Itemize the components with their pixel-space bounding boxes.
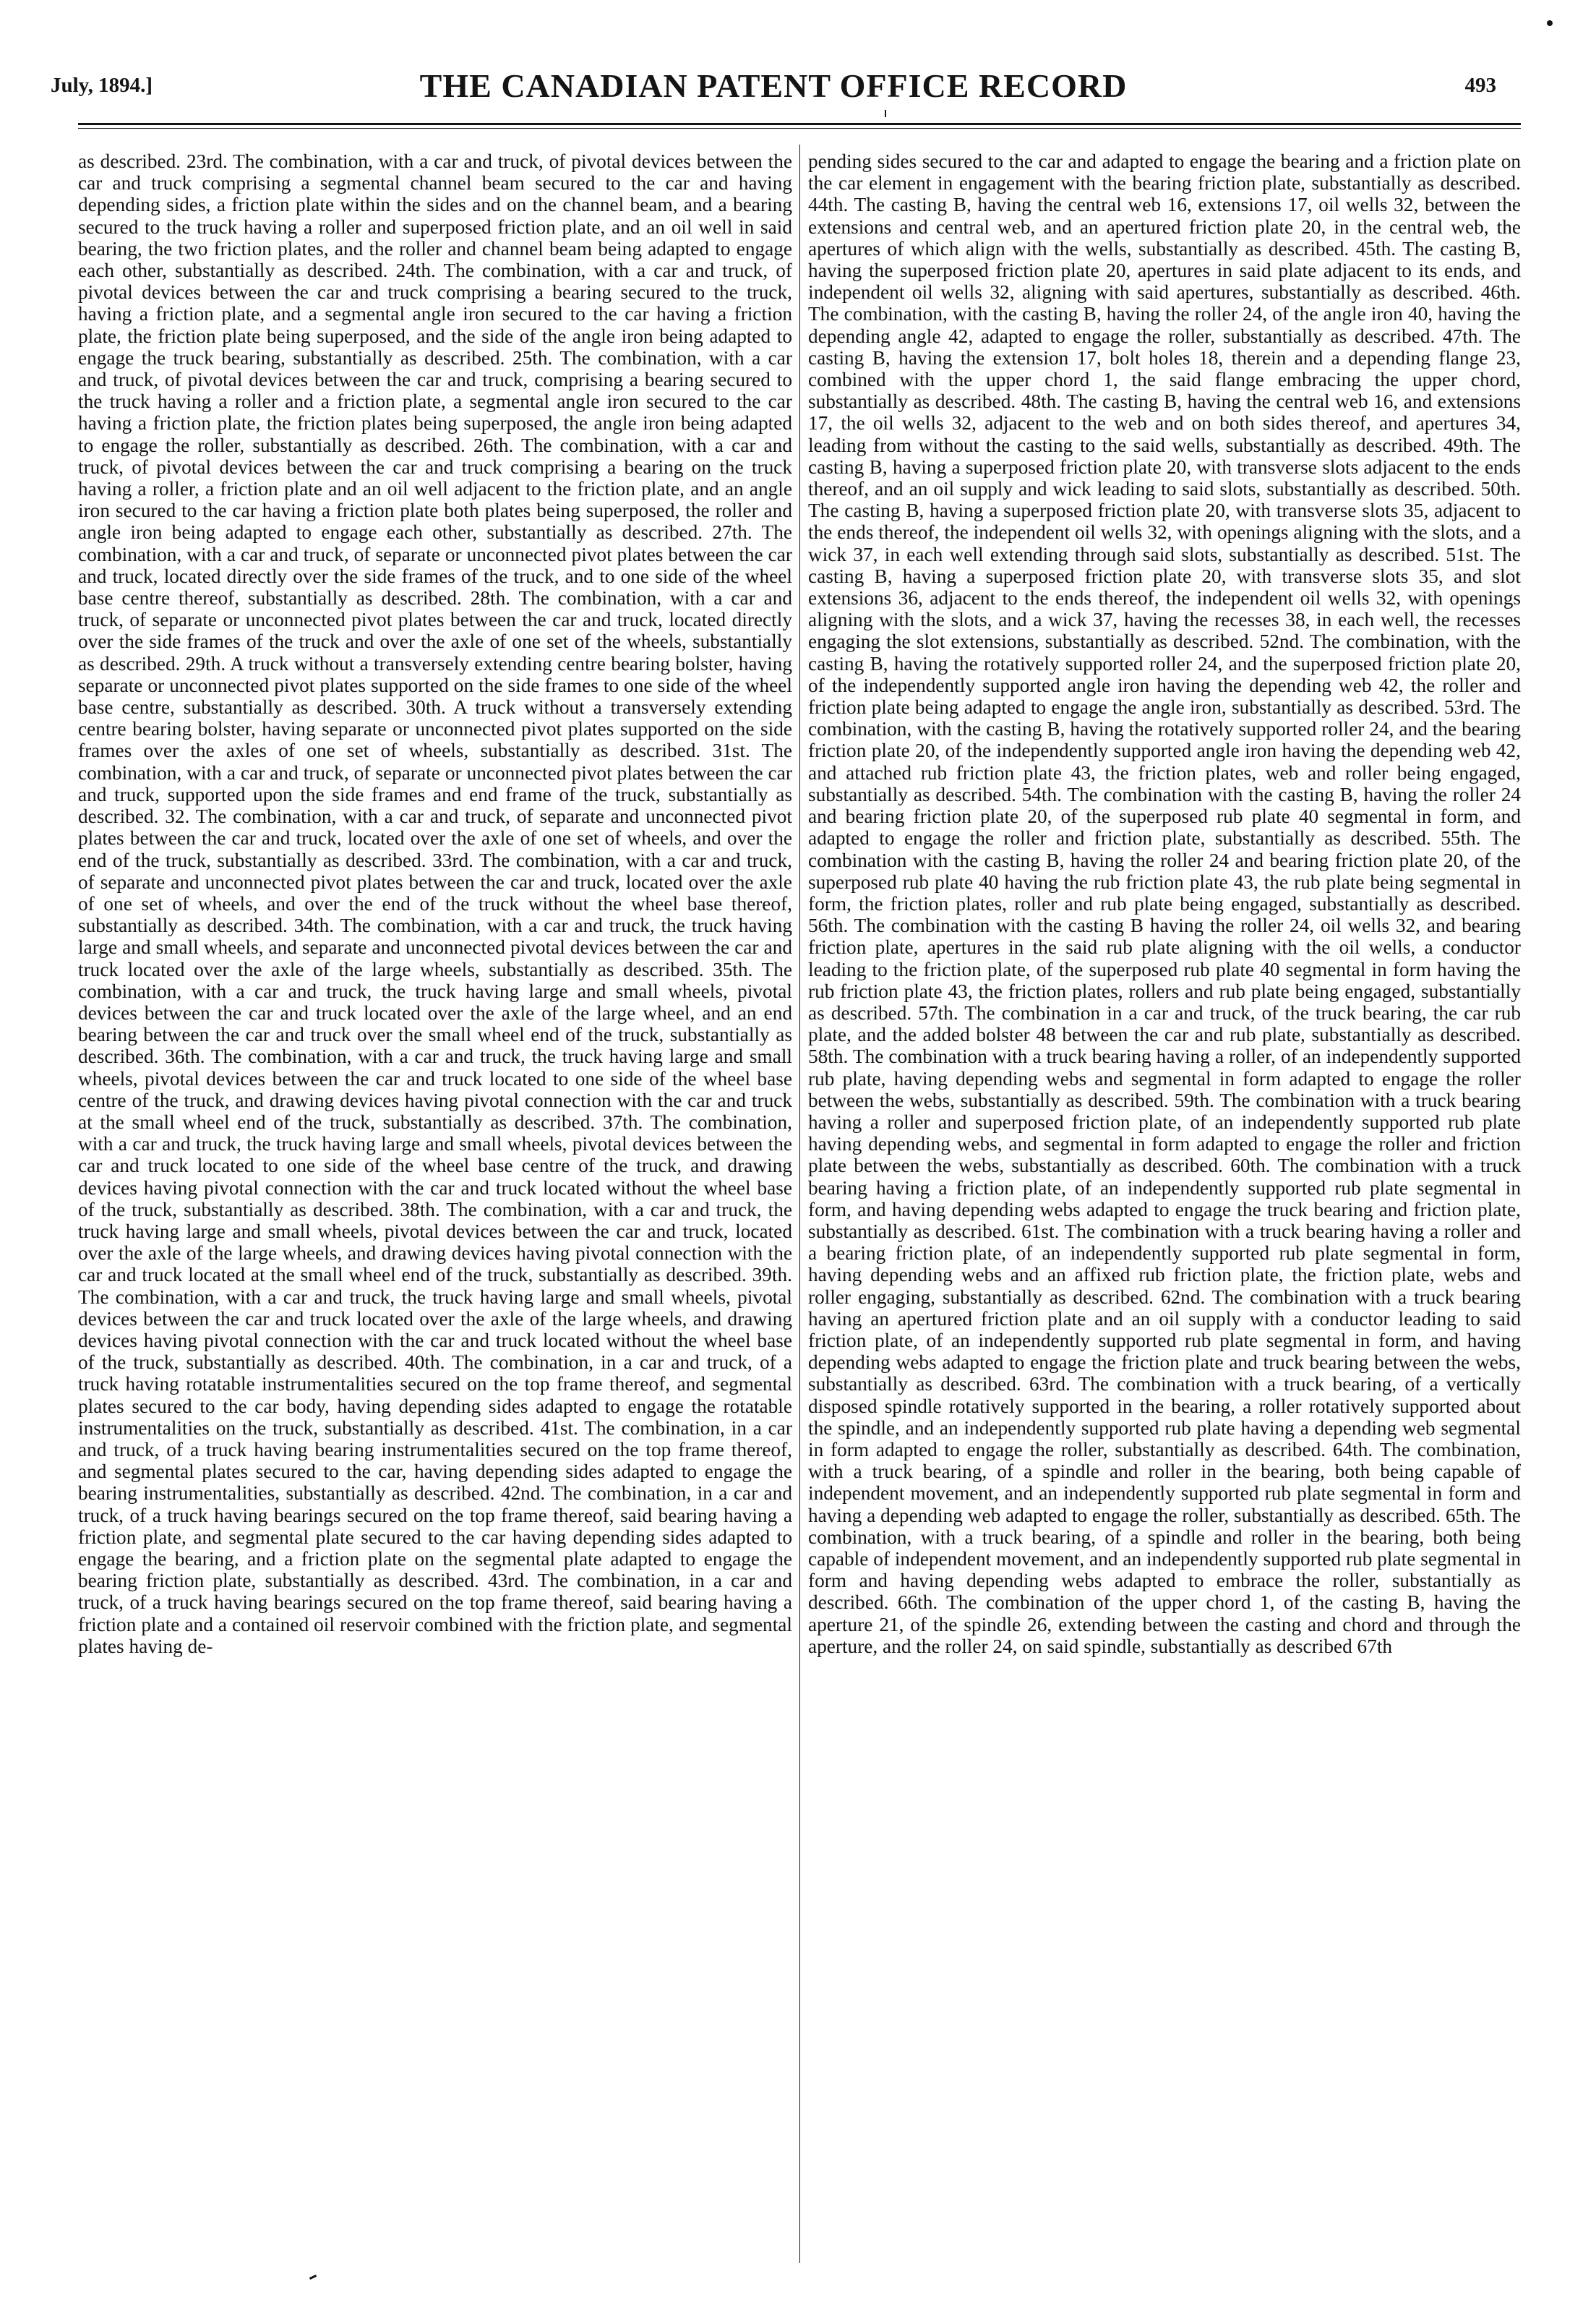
ink-mark bbox=[885, 110, 886, 117]
ink-speck bbox=[309, 2275, 317, 2280]
publication-title: THE CANADIAN PATENT OFFICE RECORD bbox=[419, 67, 1128, 104]
header-rule-thick bbox=[78, 123, 1521, 125]
column-divider bbox=[799, 145, 800, 2263]
ink-dot bbox=[1547, 20, 1553, 26]
page-number: 493 bbox=[1464, 74, 1496, 97]
text-column-right: pending sides secured to the car and adapted to engage the bearing and a friction plate on the car element in engagement with the bearing friction plate, substantially as described. 44th. The casting B, having the central web 16, extensions 17, oil wells 32, between the extensions and central web, and an apertured friction plate 20, in the central web, the apertures of which align with the wells, substantially as described. 45th. The casting B, having the superposed friction plate 20, apertures in said plate adjacent to its ends, and independent oil wells 32, aligning with said apertures, substantially as described. 46th. The combination, with the casting B, having the roller 24, of the angle iron 40, having the depending angle 42, adapted to engage the roller, substantially as described. 47th. The casting B, having the extension 17, bolt holes 18, therein and a depending flange 23, combined with the upper chord 1, the said flange embracing the upper chord, substantially as described. 48th. The casting B, having the central web 16, and extensions 17, the oil wells 32, adjacent to the web and on both sides thereof, and apertures 34, leading from without the casting to the said wells, substantially as described. 49th. The casting B, having a superposed friction plate 20, with transverse slots adjacent to the ends thereof, and an oil supply and wick leading to said slots, substantially as described. 50th. The casting B, having a superposed friction plate 20, with transverse slots 35, adjacent to the ends thereof, the independent oil wells 32, with openings aligning with the slots, and a wick 37, in each well extending through said slots, substantially as described. 51st. The casting B, having a superposed friction plate 20, with transverse slots 35, and slot extensions 36, adjacent to the ends thereof, the independent oil wells 32, with openings aligning with the slots, and a wick 37, having the recesses 38, in each well, the recesses engaging the slot extensions, substantially as described. 52nd. The combination, with the casting B, having the rotatively supported roller 24, and the superposed friction plate 20, of the independently supported angle iron having the depending web 42, the roller and friction plate being adapted to engage the angle iron, substantially as described. 53rd. The combination, with the casting B, having the rotatively supported roller 24, and the bearing friction plate 20, of the independently supported angle iron having the depending web 42, and attached rub friction plate 43, the friction plates, web and roller being engaged, substantially as described. 54th. The combination with the casting B, having the roller 24 and bearing friction plate 20, of the superposed rub plate 40 segmental in form, and adapted to engage the roller and friction plate, substantially as described. 55th. The combination with the casting B, having the roller 24 and bearing friction plate 20, of the superposed rub plate 40 having the rub friction plate 43, the rub plate being segmental in form, the friction plates, roller and rub plate being engaged, substantially as described. 56th. The combination with the casting B having the roller 24, oil wells 32, and bearing friction plate, apertures in the said rub plate aligning with the oil wells, a conductor leading to the friction plate, of the superposed rub plate 40 segmental in form having the rub friction plate 43, the friction plates, rollers and rub plate being engaged, substantially as described. 57th. The combination in a car and truck, of the truck bearing, the car rub plate, and the added bolster 48 between the car and rub plate, substantially as described. 58th. The combination with a truck bearing having a roller, of an independently supported rub plate, having depending webs and segmental in form adapted to engage the roller between the webs, substantially as described. 59th. The combination with a truck bearing having a roller and superposed friction plate, of an independently supported rub plate having depending webs, and segmental in form adapted to engage the roller and friction plate between the webs, substantially as described. 60th. The combination with a truck bearing having a friction plate, of an independently supported rub plate segmental in form, and having depending webs adapted to engage the truck bearing and friction plate, substantially as described. 61st. The combination with a truck bearing having a roller and a bearing friction plate, of an independently supported rub plate segmental in form, having depending webs and an affixed rub friction plate, the friction plate, webs and roller engaging, substantially as described. 62nd. The combination with a truck bearing having an apertured friction plate and an oil supply with a conductor leading to said friction plate, of an independently supported rub plate segmental in form, and having depending webs adapted to engage the friction plate and truck bearing between the webs, substantially as described. 63rd. The combination with a truck bearing, of a vertically disposed spindle rotatively supported in the bearing, a roller rotatively supported about the spindle, and an independently supported rub plate having a depending web segmental in form adapted to engage the roller, substantially as described. 64th. The combination, with a truck bearing, of a spindle and roller in the bearing, both being capable of independent movement, and an independently supported rub plate segmental in form and having a depending web adapted to engage the roller, substantially as described. 65th. The combination, with a truck bearing, of a spindle and roller in the bearing, both being capable of independent movement, and an independently supported rub plate segmental in form and having depending webs adapted to embrace the roller, substantially as described. 66th. The combination of the upper chord 1, of the casting B, having the aperture 21, of the spindle 26, extending between the casting and chord and through the aperture, and the roller 24, on said spindle, substantially as described 67th bbox=[808, 150, 1521, 1657]
header-rule-thin bbox=[78, 128, 1521, 129]
text-column-left: as described. 23rd. The combination, with a car and truck, of pivotal devices between the car and truck comprising a segmental channel beam secured to the car and having depending sides, a friction plate within the sides and on the channel beam, and a bearing secured to the truck having a roller and superposed friction plate, and an oil well in said bearing, the two friction plates, and the roller and channel beam being adapted to engage each other, substantially as described. 24th. The combination, with a car and truck, of pivotal devices between the car and truck comprising a bearing secured to the truck, having a friction plate, and a segmental angle iron secured to the car having a friction plate, the friction plate being superposed, and the side of the angle iron being adapted to engage the truck bearing, substantially as described. 25th. The combination, with a car and truck, of pivotal devices between the car and truck, comprising a bearing secured to the truck having a roller and a friction plate, a segmental angle iron secured to the car having a friction plate, the friction plates being superposed, the angle iron being adapted to engage the roller, substantially as described. 26th. The combination, with a car and truck, of pivotal devices between the car and truck comprising a bearing on the truck having a roller, a friction plate and an oil well adjacent to the friction plate, and an angle iron secured to the car having a friction plate both plates being superposed, the roller and angle iron being adapted to engage each other, substantially as described. 27th. The combination, with a car and truck, of separate or unconnected pivot plates between the car and truck, located directly over the side frames of the truck, and to one side of the wheel base centre thereof, substantially as described. 28th. The combination, with a car and truck, of separate or unconnected pivot plates between the car and truck, located directly over the side frames of the truck and over the axle of one set of the wheels, substantially as described. 29th. A truck without a transversely extending centre bearing bolster, having separate or unconnected pivot plates supported on the side frames to one side of the wheel base centre, substantially as described. 30th. A truck without a transversely extending centre bearing bolster, having separate or unconnected pivot plates supported on the side frames over the axles of one set of wheels, substantially as described. 31st. The combination, with a car and truck, of separate or unconnected pivot plates between the car and truck, supported upon the side frames and end frame of the truck, substantially as described. 32. The combination, with a car and truck, of separate and unconnected pivot plates between the car and truck, located over the axle of one set of wheels, and over the end of the truck, substantially as described. 33rd. The combination, with a car and truck, of separate and unconnected pivot plates between the car and truck, located over the axle of one set of wheels, and over the end of the truck without the wheel base thereof, substantially as described. 34th. The combination, with a car and truck, the truck having large and small wheels, and separate and unconnected pivotal devices between the car and truck located over the axle of the large wheels, substantially as described. 35th. The combination, with a car and truck, the truck having large and small wheels, pivotal devices between the car and truck located over the axle of the large wheel, and an end bearing between the car and truck over the small wheel end of the truck, substantially as described. 36th. The combination, with a car and truck, the truck having large and small wheels, pivotal devices between the car and truck located to one side of the wheel base centre of the truck, and drawing devices having pivotal connection with the car and truck at the small wheel end of the truck, substantially as described. 37th. The combination, with a car and truck, the truck having large and small wheels, pivotal devices between the car and truck located to one side of the wheel base centre of the truck, and drawing devices having pivotal connection with the car and truck located without the wheel base of the truck, substantially as described. 38th. The combination, with a car and truck, the truck having large and small wheels, pivotal devices between the car and truck, located over the axle of the large wheels, and drawing devices having pivotal connection with the car and truck located at the small wheel end of the truck, substantially as described. 39th. The combination, with a car and truck, the truck having large and small wheels, pivotal devices between the car and truck located over the axle of the large wheels, and drawing devices having pivotal connection with the car and truck located without the wheel base of the truck, substantially as described. 40th. The combination, in a car and truck, of a truck having rotatable instrumentalities secured on the top frame thereof, and segmental plates secured to the car body, having depending sides adapted to engage the rotatable instrumentalities on the truck, substantially as described. 41st. The combination, in a car and truck, of a truck having bearing instrumentalities secured on the top frame thereof, and segmental plates secured to the car, having depending sides adapted to engage the bearing instrumentalities, substantially as described. 42nd. The combination, in a car and truck, of a truck having bearings secured on the top frame thereof, said bearing having a friction plate, and segmental plate secured to the car having depending sides adapted to engage the bearing, and a friction plate on the segmental plate adapted to engage the bearing friction plate, substantially as described. 43rd. The combination, in a car and truck, of a truck having bearings secured on the top frame thereof, said bearing having a friction plate and a contained oil reservoir combined with the friction plate, and segmental plates having de- bbox=[78, 150, 792, 1657]
page-header bbox=[51, 67, 1496, 110]
issue-date: July, 1894.] bbox=[51, 74, 153, 97]
